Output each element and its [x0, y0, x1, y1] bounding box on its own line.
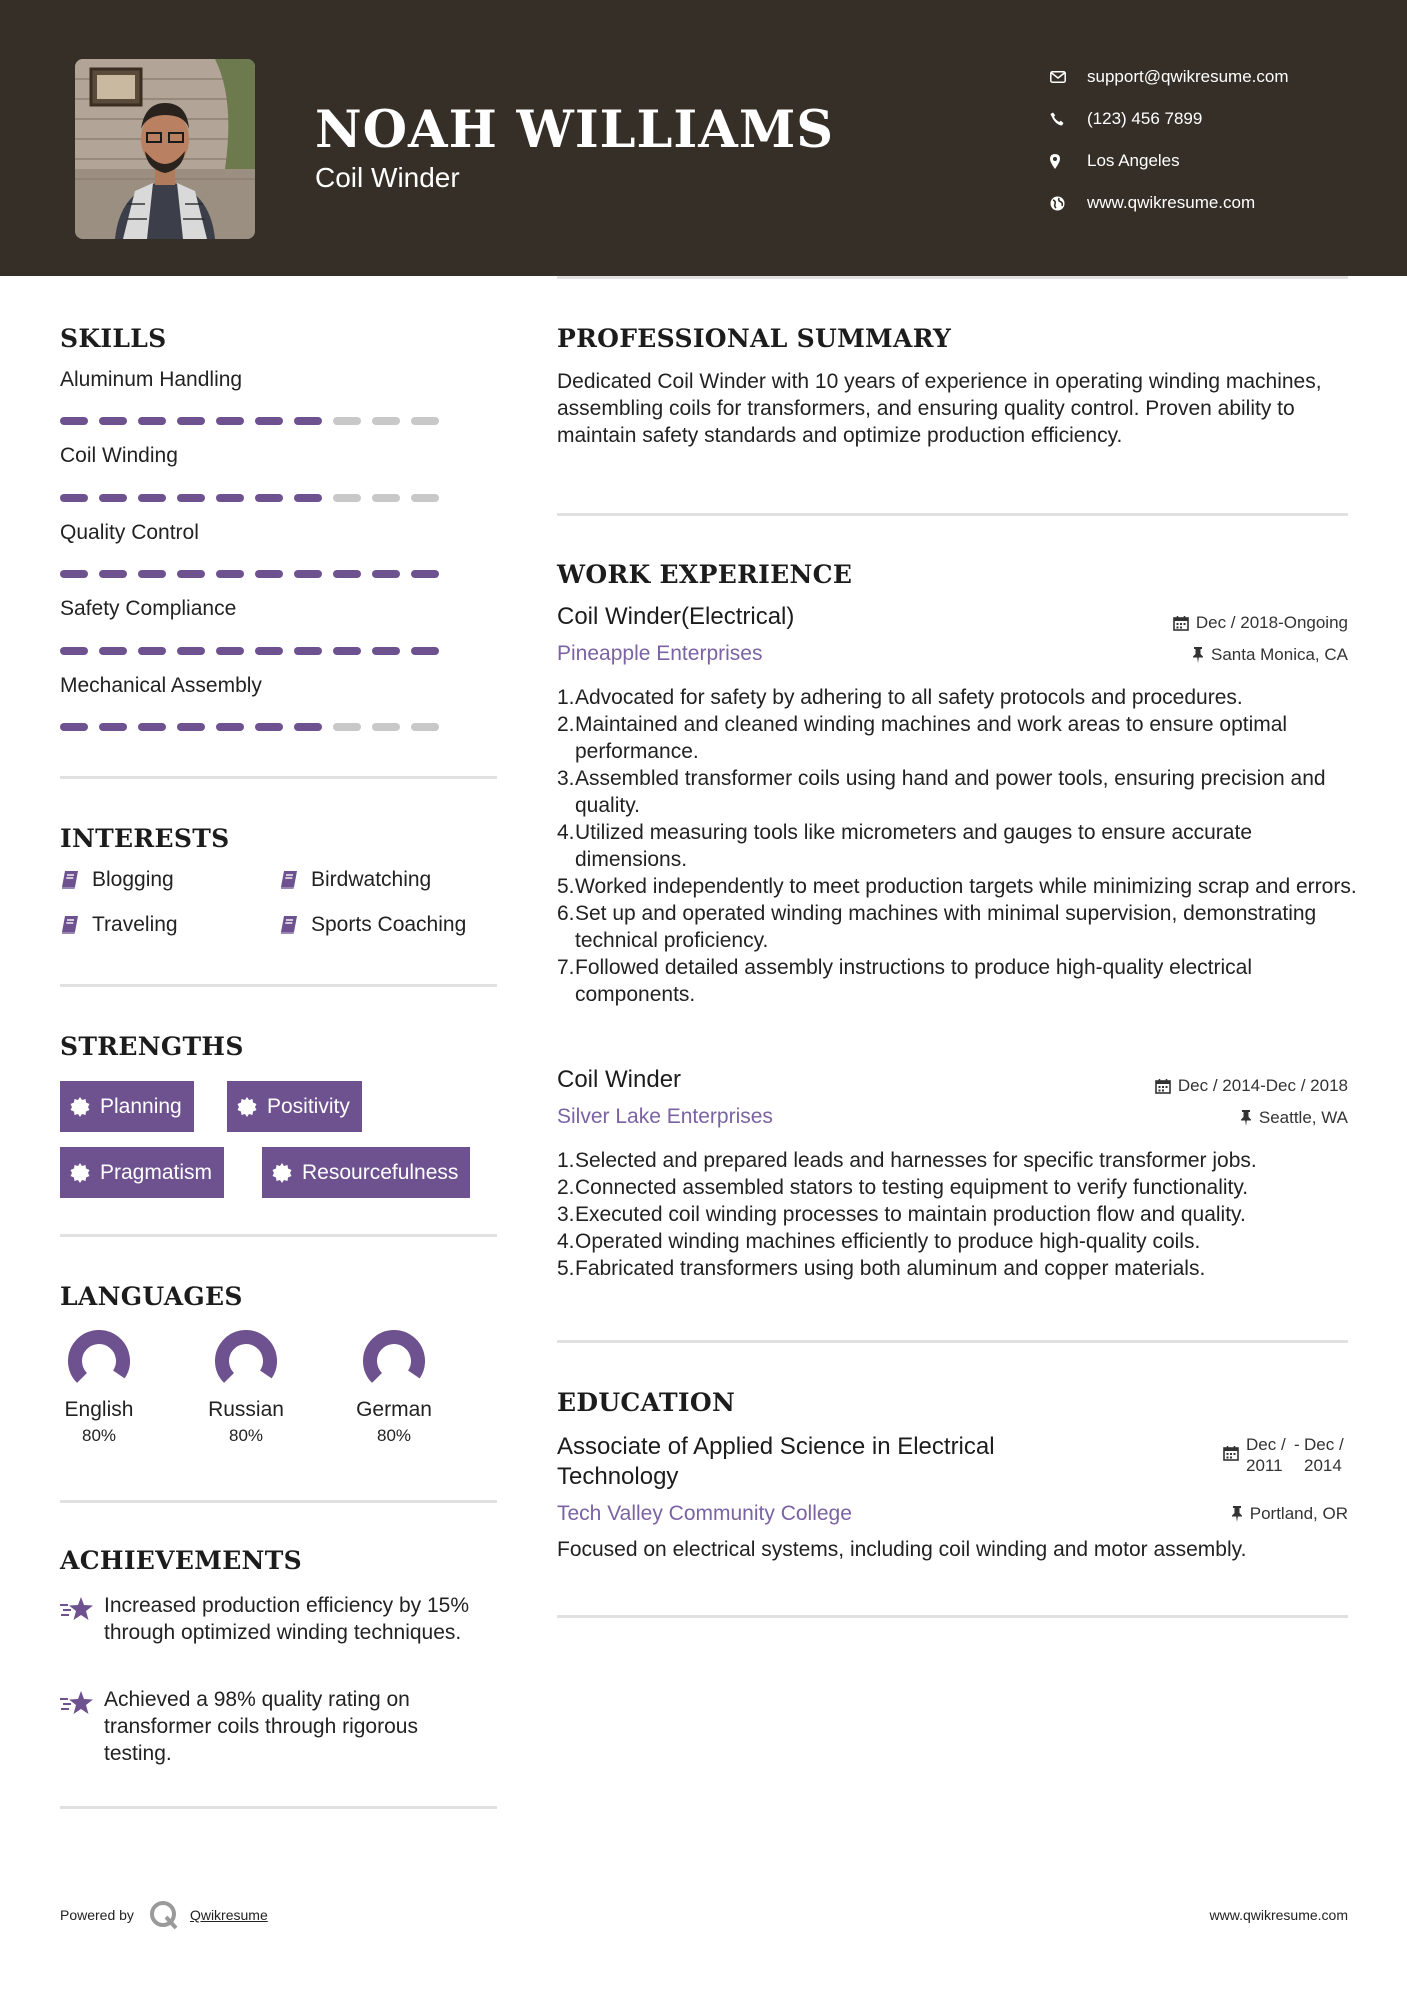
- interest-item: [60, 868, 174, 892]
- interest-item: [279, 913, 466, 937]
- contact-list: [1050, 56, 1289, 224]
- qwikresume-link[interactable]: Qwikresume: [189, 1907, 268, 1923]
- skill-dash-filled: [411, 570, 439, 578]
- bullet-item: 5. Worked independently to meet production targets while minimizing scrap and errors.: [557, 875, 1357, 898]
- bullet-text: Selected and prepared leads and harnesses for specific transformer jobs.: [575, 1149, 1257, 1172]
- bullet-item: 3. Executed coil winding processes to maintain production flow and quality.: [557, 1203, 1246, 1226]
- job-title: Coil Winder: [557, 1066, 682, 1093]
- skill-dash-filled: [177, 494, 205, 502]
- skill-dash-filled: [60, 494, 88, 502]
- skill-dash-empty: [411, 723, 439, 731]
- degree-title: Associate of Applied Science in Electrical Technology: [557, 1433, 995, 1490]
- contact-email[interactable]: [1050, 56, 1289, 98]
- achievements-heading: ACHIEVEMENTS: [60, 1546, 302, 1575]
- interest-label: Traveling: [92, 913, 178, 936]
- skill-dash-filled: [255, 723, 283, 731]
- contact-website[interactable]: [1050, 182, 1289, 224]
- skill-dash-filled: [372, 570, 400, 578]
- skill-level-bar: [60, 570, 450, 578]
- interest-item: [279, 868, 431, 892]
- job-bullets: [557, 684, 1357, 1008]
- skill-dash-filled: [60, 417, 88, 425]
- skill-level-bar: [60, 494, 450, 502]
- skill-dash-filled: [99, 417, 127, 425]
- section-divider: [60, 776, 497, 779]
- skill-dash-filled: [60, 723, 88, 731]
- skill-dash-filled: [216, 647, 244, 655]
- website-text: www.qwikresume.com: [1087, 193, 1256, 212]
- skill-dash-empty: [411, 494, 439, 502]
- language-ring: [68, 1330, 130, 1392]
- skill-dash-filled: [255, 417, 283, 425]
- languages-heading: LANGUAGES: [60, 1282, 243, 1311]
- profile-photo: [75, 59, 255, 239]
- bullet-item: 6. Set up and operated winding machines with minimal supervision, demonstrating technical proficiency.: [557, 900, 1357, 954]
- header-divider: [557, 276, 1348, 279]
- skill-dash-filled: [294, 417, 322, 425]
- job-dates: [1155, 1076, 1348, 1096]
- footer-website[interactable]: www.qwikresume.com: [1209, 1907, 1348, 1923]
- book-icon: [60, 870, 80, 890]
- contact-location: [1050, 140, 1289, 182]
- job-title: Coil Winder(Electrical): [557, 603, 795, 630]
- job-location: [1192, 645, 1348, 665]
- powered-by-text: Powered by: [60, 1907, 134, 1923]
- achievement-item: [60, 1592, 480, 1646]
- date-separator: -: [1294, 1435, 1300, 1454]
- skill-name: Mechanical Assembly: [60, 674, 262, 697]
- language-item: [29, 1330, 169, 1446]
- book-icon: [279, 915, 299, 935]
- qwikresume-logo-icon: [148, 1900, 180, 1930]
- bullet-text: Executed coil winding processes to maintain production flow and quality.: [575, 1203, 1246, 1226]
- skill-dash-filled: [294, 723, 322, 731]
- language-item: [324, 1330, 464, 1446]
- skills-heading: SKILLS: [60, 324, 167, 353]
- header: [0, 0, 1407, 276]
- bullet-item: 1. Advocated for safety by adhering to all safety protocols and procedures.: [557, 686, 1243, 709]
- bullet-item: 5. Fabricated transformers using both aluminum and copper materials.: [557, 1257, 1206, 1280]
- strength-label: Resourcefulness: [302, 1160, 459, 1184]
- section-divider: [60, 984, 497, 987]
- skill-name: Quality Control: [60, 521, 199, 544]
- pushpin-icon: [1192, 647, 1204, 663]
- job-dates: [1173, 613, 1348, 633]
- strength-label: Planning: [100, 1094, 182, 1118]
- skill-dash-filled: [216, 723, 244, 731]
- bullet-item: 4. Operated winding machines efficiently to produce high-quality coils.: [557, 1230, 1201, 1253]
- language-ring: [215, 1330, 277, 1392]
- job-bullets: [557, 1147, 1357, 1282]
- strength-chip: [60, 1081, 194, 1132]
- skill-dash-filled: [255, 647, 283, 655]
- bullet-item: 1. Selected and prepared leads and harnesses for specific transformer jobs.: [557, 1149, 1257, 1172]
- strength-chip: [262, 1147, 470, 1198]
- skill-dash-filled: [255, 570, 283, 578]
- skill-level-bar: [60, 723, 450, 731]
- location-text: Los Angeles: [1087, 151, 1180, 170]
- bullet-item: 4. Utilized measuring tools like micrometers and gauges to ensure accurate dimensions.: [557, 819, 1357, 873]
- language-percent: 80%: [228, 1426, 264, 1445]
- achievement-item: [60, 1686, 480, 1767]
- skill-dash-filled: [99, 570, 127, 578]
- experience-heading: WORK EXPERIENCE: [557, 560, 853, 589]
- language-ring: [363, 1330, 425, 1392]
- education-location: [1231, 1504, 1348, 1524]
- interest-item: [60, 913, 178, 937]
- skill-dash-empty: [333, 723, 361, 731]
- skill-dash-filled: [177, 417, 205, 425]
- summary-text: Dedicated Coil Winder with 10 years of experience in operating winding machines, assembling coils for transformers, and ensuring quality control. Proven ability to maintain safety standards and optimize production efficiency.: [557, 370, 1322, 447]
- bullet-text: Maintained and cleaned winding machines and work areas to ensure optimal performance.: [575, 713, 1288, 763]
- skill-dash-empty: [372, 723, 400, 731]
- skill-dash-filled: [216, 494, 244, 502]
- skill-name: Safety Compliance: [60, 597, 237, 620]
- map-pin-icon: [1050, 154, 1087, 169]
- skill-dash-filled: [60, 570, 88, 578]
- skill-dash-filled: [411, 647, 439, 655]
- summary-heading: PROFESSIONAL SUMMARY: [557, 324, 952, 353]
- section-divider: [557, 1615, 1348, 1618]
- bullet-text: Followed detailed assembly instructions to produce high-quality electrical components.: [575, 956, 1253, 1006]
- strength-label: Positivity: [267, 1094, 350, 1118]
- bullet-item: 3. Assembled transformer coils using hand and power tools, ensuring precision and quality.: [557, 765, 1357, 819]
- pushpin-icon: [1231, 1506, 1243, 1522]
- bullet-item: 7. Followed detailed assembly instructions to produce high-quality electrical components.: [557, 954, 1357, 1008]
- job-dates-text: Dec / 2014-Dec / 2018: [1177, 1076, 1348, 1095]
- skill-dash-filled: [138, 570, 166, 578]
- language-percent: 80%: [81, 1426, 117, 1445]
- bullet-item: 2. Maintained and cleaned winding machines and work areas to ensure optimal performance.: [557, 711, 1357, 765]
- email-text: support@qwikresume.com: [1087, 67, 1289, 86]
- skill-dash-filled: [216, 417, 244, 425]
- skill-dash-empty: [372, 417, 400, 425]
- job-location-text: Seattle, WA: [1258, 1108, 1348, 1127]
- skill-dash-empty: [333, 417, 361, 425]
- education-description: Focused on electrical systems, including coil winding and motor assembly.: [557, 1538, 1247, 1561]
- footer-powered-by: [60, 1900, 268, 1930]
- education-end: Dec / 2014: [1304, 1435, 1344, 1475]
- strength-chip: [60, 1147, 224, 1198]
- bullet-text: Connected assembled stators to testing equipment to verify functionality.: [575, 1176, 1249, 1199]
- language-item: [176, 1330, 316, 1446]
- skill-dash-filled: [138, 494, 166, 502]
- book-icon: [60, 915, 80, 935]
- bullet-text: Assembled transformer coils using hand and power tools, ensuring precision and quality.: [575, 767, 1326, 817]
- interest-label: Sports Coaching: [311, 913, 467, 936]
- interest-label: Blogging: [92, 868, 174, 891]
- candidate-title: Coil Winder: [315, 162, 460, 193]
- skill-dash-filled: [60, 647, 88, 655]
- skill-dash-filled: [177, 647, 205, 655]
- badge-icon: [70, 1163, 90, 1183]
- calendar-icon: [1223, 1445, 1239, 1461]
- bullet-item: 2. Connected assembled stators to testing equipment to verify functionality.: [557, 1176, 1249, 1199]
- school-name: Tech Valley Community College: [557, 1502, 852, 1525]
- achievement-text: Achieved a 98% quality rating on transformer coils through rigorous testing.: [104, 1688, 418, 1765]
- bullet-text: Fabricated transformers using both aluminum and copper materials.: [575, 1257, 1206, 1280]
- interests-heading: INTERESTS: [60, 824, 230, 853]
- company-name: Silver Lake Enterprises: [557, 1105, 773, 1128]
- skill-dash-filled: [99, 494, 127, 502]
- globe-icon: [1050, 196, 1087, 211]
- section-divider: [557, 513, 1348, 516]
- skill-dash-filled: [294, 570, 322, 578]
- job-dates-text: Dec / 2018-Ongoing: [1195, 613, 1348, 632]
- pushpin-icon: [1240, 1110, 1252, 1126]
- language-name: German: [356, 1398, 432, 1421]
- skill-dash-filled: [99, 647, 127, 655]
- candidate-name: NOAH WILLIAMS: [315, 100, 835, 160]
- language-name: English: [64, 1398, 134, 1421]
- section-divider: [557, 1340, 1348, 1343]
- strengths-heading: STRENGTHS: [60, 1032, 244, 1061]
- skill-dash-filled: [216, 570, 244, 578]
- interest-label: Birdwatching: [311, 868, 432, 891]
- skill-dash-filled: [255, 494, 283, 502]
- strength-label: Pragmatism: [100, 1160, 213, 1184]
- skill-level-bar: [60, 417, 450, 425]
- skill-dash-empty: [333, 494, 361, 502]
- skill-name: Aluminum Handling: [60, 368, 243, 391]
- education-dates: [1223, 1434, 1348, 1476]
- skill-dash-filled: [177, 723, 205, 731]
- badge-icon: [272, 1163, 292, 1183]
- achievement-text: Increased production efficiency by 15% through optimized winding techniques.: [104, 1594, 469, 1644]
- skill-dash-filled: [372, 647, 400, 655]
- skill-dash-filled: [138, 417, 166, 425]
- contact-phone[interactable]: [1050, 98, 1289, 140]
- skill-dash-empty: [372, 494, 400, 502]
- bullet-text: Worked independently to meet production targets while minimizing scrap and errors.: [575, 875, 1357, 898]
- phone-icon: [1050, 112, 1087, 126]
- bullet-text: Set up and operated winding machines with minimal supervision, demonstrating technical proficiency.: [575, 902, 1317, 952]
- skill-dash-filled: [333, 647, 361, 655]
- skill-dash-filled: [138, 647, 166, 655]
- section-divider: [60, 1234, 497, 1237]
- language-percent: 80%: [376, 1426, 412, 1445]
- book-icon: [279, 870, 299, 890]
- envelope-icon: [1050, 71, 1087, 83]
- skill-name: Coil Winding: [60, 444, 178, 467]
- calendar-icon: [1173, 615, 1189, 631]
- education-start: Dec / 2011: [1246, 1435, 1286, 1475]
- skill-level-bar: [60, 647, 450, 655]
- education-heading: EDUCATION: [557, 1388, 736, 1417]
- badge-icon: [237, 1097, 257, 1117]
- skill-dash-filled: [177, 570, 205, 578]
- company-name: Pineapple Enterprises: [557, 642, 763, 665]
- bullet-text: Utilized measuring tools like micrometers and gauges to ensure accurate dimensions.: [575, 821, 1252, 871]
- strength-chip: [227, 1081, 362, 1132]
- section-divider: [60, 1500, 497, 1503]
- section-divider: [60, 1806, 497, 1809]
- badge-icon: [70, 1097, 90, 1117]
- skill-dash-filled: [294, 494, 322, 502]
- calendar-icon: [1155, 1078, 1171, 1094]
- skill-dash-filled: [138, 723, 166, 731]
- skill-dash-filled: [333, 570, 361, 578]
- job-location-text: Santa Monica, CA: [1210, 645, 1348, 664]
- phone-text: (123) 456 7899: [1087, 109, 1203, 128]
- language-name: Russian: [208, 1398, 284, 1421]
- skill-dash-empty: [411, 417, 439, 425]
- bullet-text: Operated winding machines efficiently to produce high-quality coils.: [575, 1230, 1201, 1253]
- star-icon: [60, 1690, 94, 1716]
- skill-dash-filled: [294, 647, 322, 655]
- bullet-text: Advocated for safety by adhering to all safety protocols and procedures.: [575, 686, 1243, 709]
- star-icon: [60, 1596, 94, 1622]
- education-location-text: Portland, OR: [1249, 1504, 1348, 1523]
- skill-dash-filled: [99, 723, 127, 731]
- job-location: [1240, 1108, 1348, 1128]
